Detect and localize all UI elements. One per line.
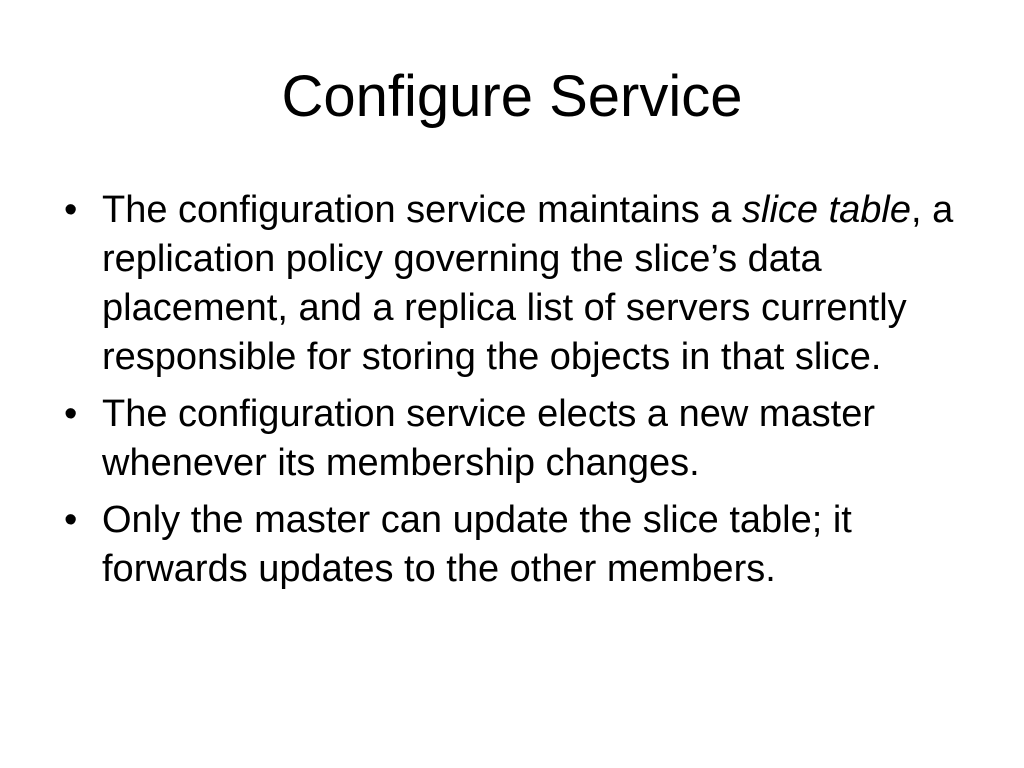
bullet-icon: •	[64, 393, 78, 435]
bullet-item	[56, 390, 986, 488]
bullet-text	[102, 189, 953, 378]
bullet-text-segment: , a replication policy governing the slice’s data placement, and a replica list of servers currently responsible for storing the objects in that slice.	[102, 189, 954, 378]
slide-title: Configure Service	[281, 64, 743, 129]
bullet-text	[102, 499, 852, 590]
bullet-icon: •	[64, 189, 78, 231]
bullet-text-segment: The configuration service maintains a	[102, 189, 742, 231]
bullet-icon: •	[64, 499, 78, 541]
bullet-text-segment: Only the master can update the slice table; it forwards updates to the other members.	[102, 499, 852, 590]
bullet-item	[56, 186, 986, 382]
bullet-text	[102, 393, 875, 484]
bullet-item	[56, 496, 986, 594]
bullet-text-segment: The configuration service elects a new master whenever its membership changes.	[102, 393, 876, 484]
bullet-list	[56, 186, 986, 602]
bullet-text-segment-italic: slice table	[742, 189, 911, 231]
